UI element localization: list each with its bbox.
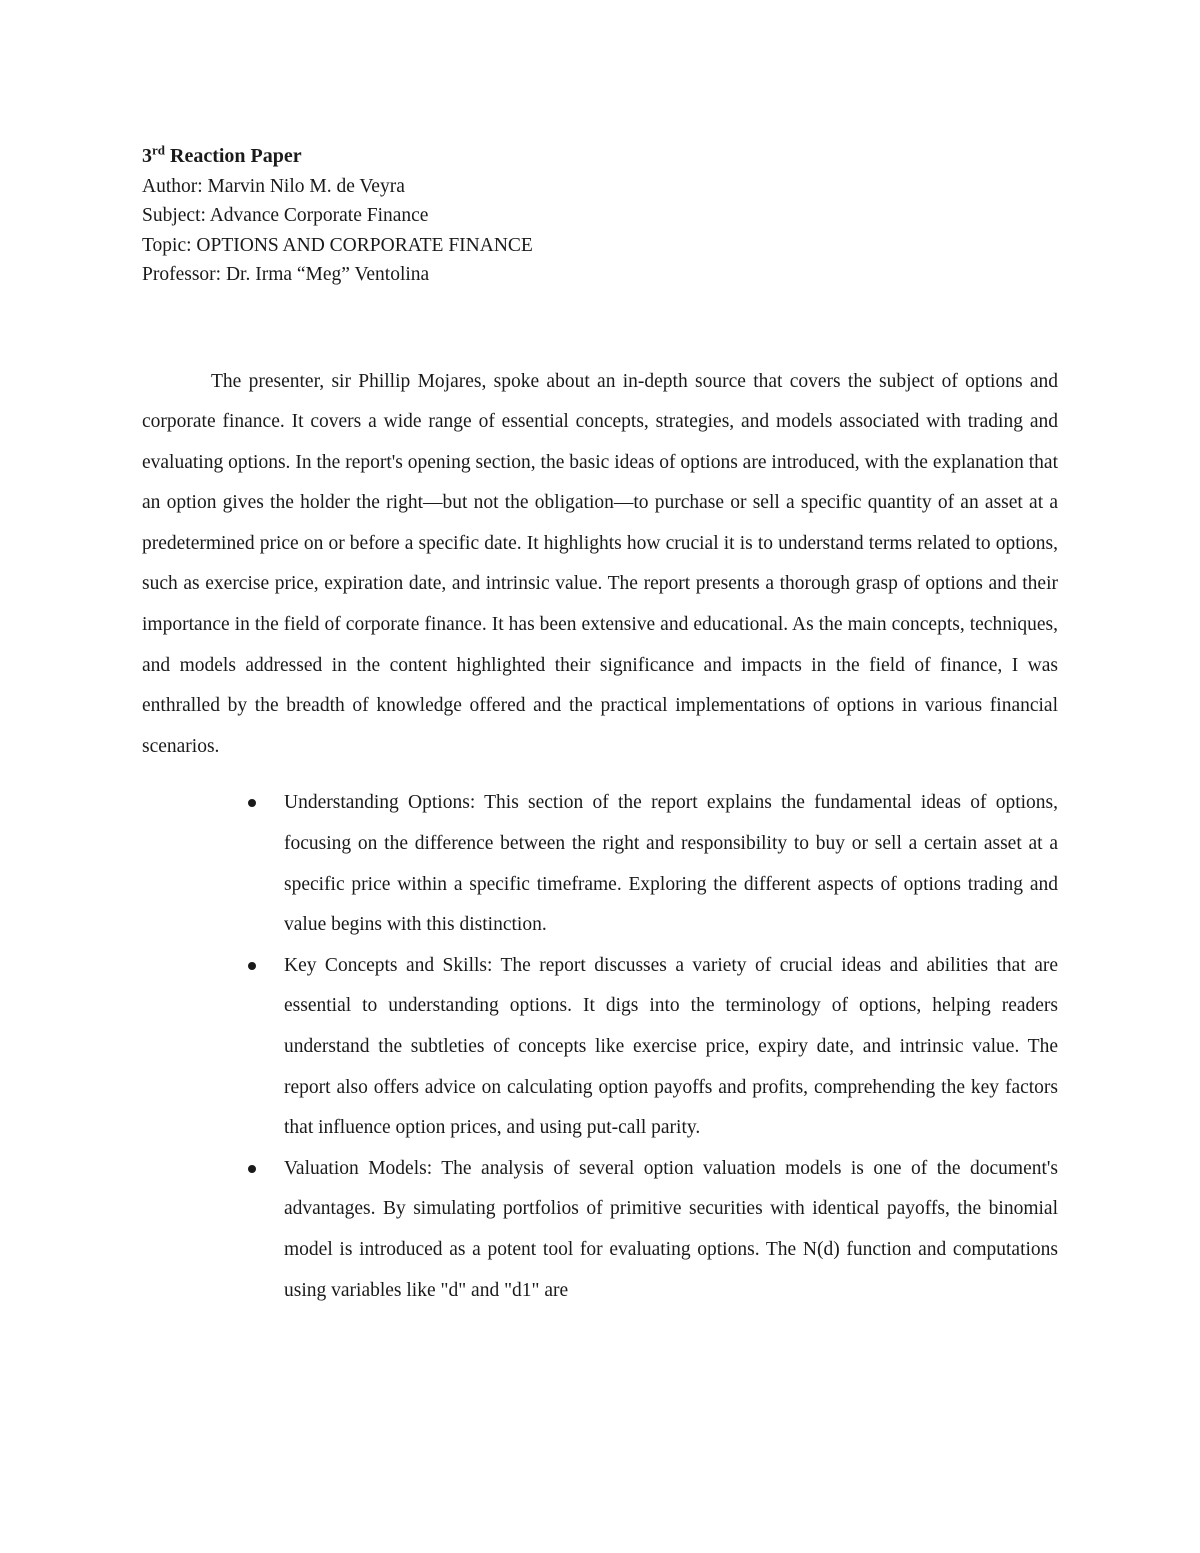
bullet-text: Understanding Options: This section of the report explains the fundamental ideas of options, focusing on the difference between the right and responsibility to buy or sell a certain asset at a specific price within a specific timeframe. Exploring the different aspects of options trading and value begins with this distinction.: [284, 792, 1058, 936]
bullet-list: [142, 783, 1058, 1311]
list-item: [284, 1149, 1058, 1311]
intro-paragraph: The presenter, sir Phillip Mojares, spoke about an in-depth source that covers the subject of options and corporate finance. It covers a wide range of essential concepts, strategies, and models associated with trading and evaluating options. In the report's opening section, the basic ideas of options are introduced, with the explanation that an option gives the holder the right—but not the obligation—to purchase or sell a specific quantity of an asset at a predetermined price on or before a specific date. It highlights how crucial it is to understand terms related to options, such as exercise price, expiration date, and intrinsic value. The report presents a thorough grasp of options and their importance in the field of corporate finance. It has been extensive and educational. As the main concepts, techniques, and models addressed in the content highlighted their significance and impacts in the field of finance, I was enthralled by the breadth of knowledge offered and the practical implementations of options in various financial scenarios.: [142, 370, 1058, 757]
title-text: Reaction Paper: [165, 145, 302, 167]
bullet-icon: [248, 1165, 256, 1173]
bullet-icon: [248, 962, 256, 970]
title-ordinal-suffix: rd: [152, 142, 165, 158]
bullet-icon: [248, 799, 256, 807]
professor-line: Professor: Dr. Irma “Meg” Ventolina: [142, 264, 430, 285]
author-line: Author: Marvin Nilo M. de Veyra: [142, 175, 405, 197]
paper-title: [142, 142, 1058, 172]
list-item: [284, 946, 1058, 1149]
title-number: 3: [142, 145, 152, 167]
bullet-text: Valuation Models: The analysis of several option valuation models is one of the document's advantages. By simulating portfolios of primitive securities with identical payoffs, the binomial model is introduced as a potent tool for evaluating options. The N(d) function and computations using variables like "d" and "d1" are: [284, 1157, 1058, 1301]
topic-line: Topic: OPTIONS AND CORPORATE FINANCE: [142, 234, 533, 256]
list-item: [284, 783, 1058, 945]
subject-line: Subject: Advance Corporate Finance: [142, 205, 429, 226]
document-header: [142, 142, 1058, 290]
bullet-text: Key Concepts and Skills: The report discusses a variety of crucial ideas and abilities that are essential to understanding options. It digs into the terminology of options, helping readers understand the subtleties of concepts like exercise price, expiry date, and intrinsic value. The report also offers advice on calculating option payoffs and profits, comprehending the key factors that influence option prices, and using put-call parity.: [284, 954, 1058, 1139]
